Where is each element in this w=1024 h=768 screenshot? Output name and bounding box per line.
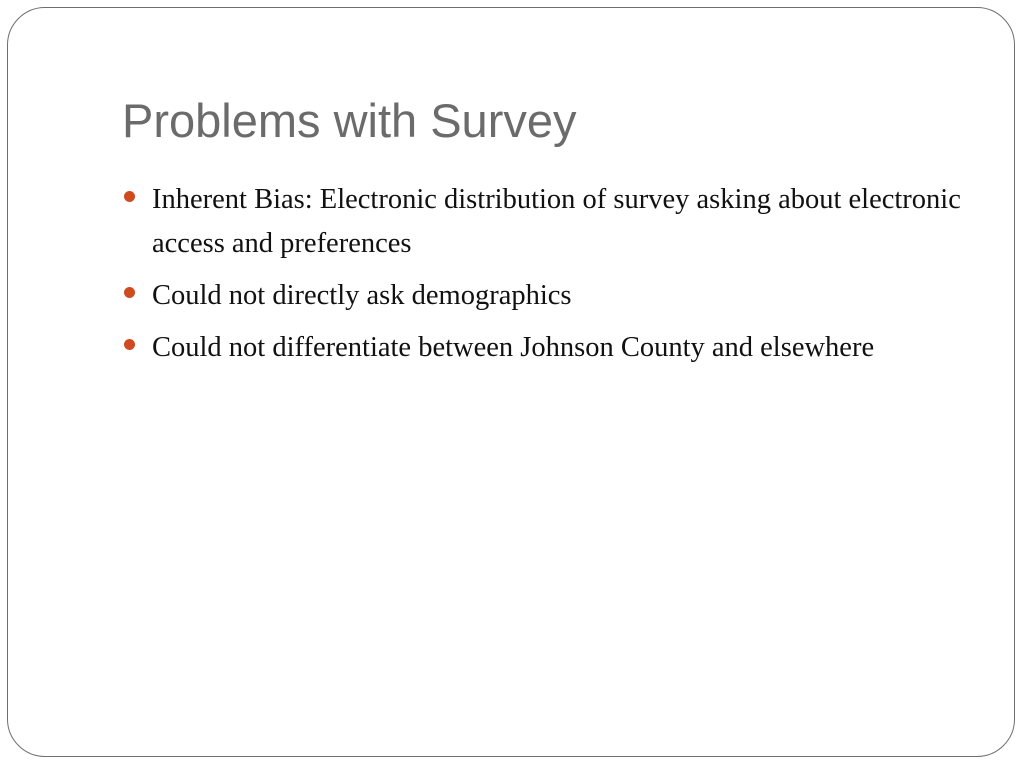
bullet-text: Inherent Bias: Electronic distribution of survey asking about electronic access and preferences [152, 184, 961, 259]
bullet-dot-icon [124, 191, 135, 202]
bullet-item [122, 178, 972, 266]
slide-frame [7, 7, 1015, 757]
bullet-text: Could not differentiate between Johnson County and elsewhere [152, 332, 875, 363]
bullet-dot-icon [124, 287, 135, 298]
bullet-list [122, 178, 972, 378]
bullet-dot-icon [124, 339, 135, 350]
bullet-item [122, 326, 972, 370]
bullet-text: Could not directly ask demographics [152, 280, 572, 311]
slide-title: Problems with Survey [122, 94, 577, 147]
bullet-item [122, 274, 972, 318]
